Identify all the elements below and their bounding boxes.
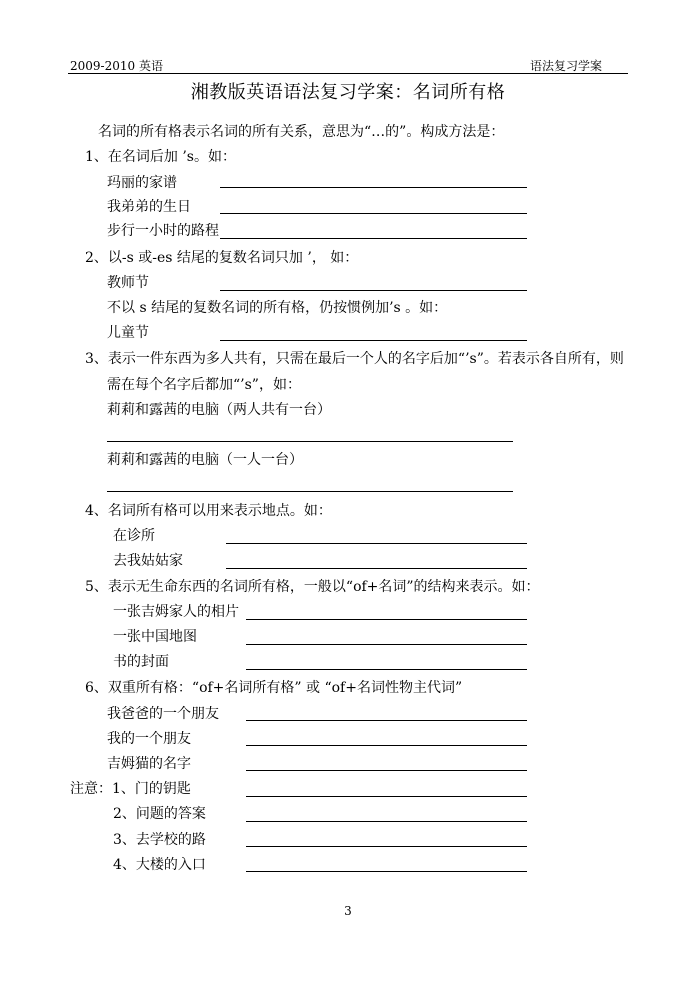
answer-blank[interactable]: [220, 187, 527, 188]
section-2-heading: 2、以-s 或-es 结尾的复数名词只加 ’， 如：: [85, 250, 359, 266]
answer-blank[interactable]: [226, 568, 527, 569]
answer-blank[interactable]: [246, 846, 527, 847]
section-4-heading: 4、名词所有格可以用来表示地点。如：: [85, 503, 332, 519]
section-1-item: 我弟弟的生日: [107, 199, 191, 215]
answer-blank[interactable]: [220, 340, 527, 341]
answer-blank[interactable]: [246, 644, 527, 645]
notes-item: 2、问题的答案: [113, 806, 206, 822]
answer-blank[interactable]: [246, 619, 527, 620]
section-6-heading: 6、双重所有格：“of+名词所有格” 或 “of+名词性物主代词”: [85, 680, 463, 696]
notes-item: 3、去学校的路: [113, 832, 206, 848]
answer-blank[interactable]: [226, 543, 527, 544]
section-6-item: 我的一个朋友: [107, 731, 191, 747]
answer-blank[interactable]: [246, 770, 527, 771]
answer-blank[interactable]: [246, 821, 527, 822]
section-2-item: 教师节: [107, 275, 149, 291]
section-1-heading: 1、在名词后加 ’s。如：: [85, 149, 236, 165]
page-title: 湘教版英语语法复习学案：名词所有格: [190, 82, 506, 103]
intro-text: 名词的所有格表示名词的所有关系，意思为“…的”。构成方法是：: [98, 124, 505, 140]
section-3-item: 莉莉和露茜的电脑（两人共有一台）: [107, 402, 331, 418]
section-5-item: 一张吉姆家人的相片: [113, 604, 239, 620]
answer-blank[interactable]: [246, 871, 527, 872]
notes-first-item: 注意：1、门的钥匙: [70, 781, 191, 797]
section-2-note: 不以 s 结尾的复数名词的所有格，仍按惯例加’s 。如：: [107, 300, 448, 316]
answer-blank[interactable]: [246, 669, 527, 670]
section-1-item: 玛丽的家谱: [107, 175, 177, 191]
section-3-heading-cont: 需在每个名字后都加“’s”，如：: [107, 377, 301, 393]
answer-blank[interactable]: [246, 720, 527, 721]
answer-blank[interactable]: [246, 796, 527, 797]
answer-blank[interactable]: [220, 213, 527, 214]
answer-blank[interactable]: [220, 290, 527, 291]
section-1-item: 步行一小时的路程: [107, 223, 219, 239]
section-4-item: 在诊所: [113, 528, 155, 544]
section-5-item: 书的封面: [113, 654, 169, 670]
header-left: 2009-2010 英语: [70, 59, 163, 73]
notes-item: 4、大楼的入口: [113, 857, 206, 873]
answer-blank[interactable]: [246, 745, 527, 746]
section-5-item: 一张中国地图: [113, 629, 197, 645]
section-3-heading: 3、表示一件东西为多人共有，只需在最后一个人的名字后加“’s”。若表示各自所有，则: [85, 351, 624, 367]
section-2-item: 儿童节: [107, 325, 149, 341]
header-right: 语法复习学案: [530, 59, 603, 73]
section-4-item: 去我姑姑家: [113, 553, 183, 569]
answer-blank[interactable]: [220, 238, 527, 239]
answer-blank[interactable]: [107, 491, 513, 492]
section-6-item: 吉姆猫的名字: [107, 756, 191, 772]
page-number: 3: [344, 904, 352, 918]
section-6-item: 我爸爸的一个朋友: [107, 706, 219, 722]
answer-blank[interactable]: [107, 441, 513, 442]
header-rule: [68, 73, 628, 74]
section-5-heading: 5、表示无生命东西的名词所有格，一般以“of+名词”的结构来表示。如：: [85, 579, 540, 595]
section-3-item: 莉莉和露茜的电脑（一人一台）: [107, 452, 303, 468]
